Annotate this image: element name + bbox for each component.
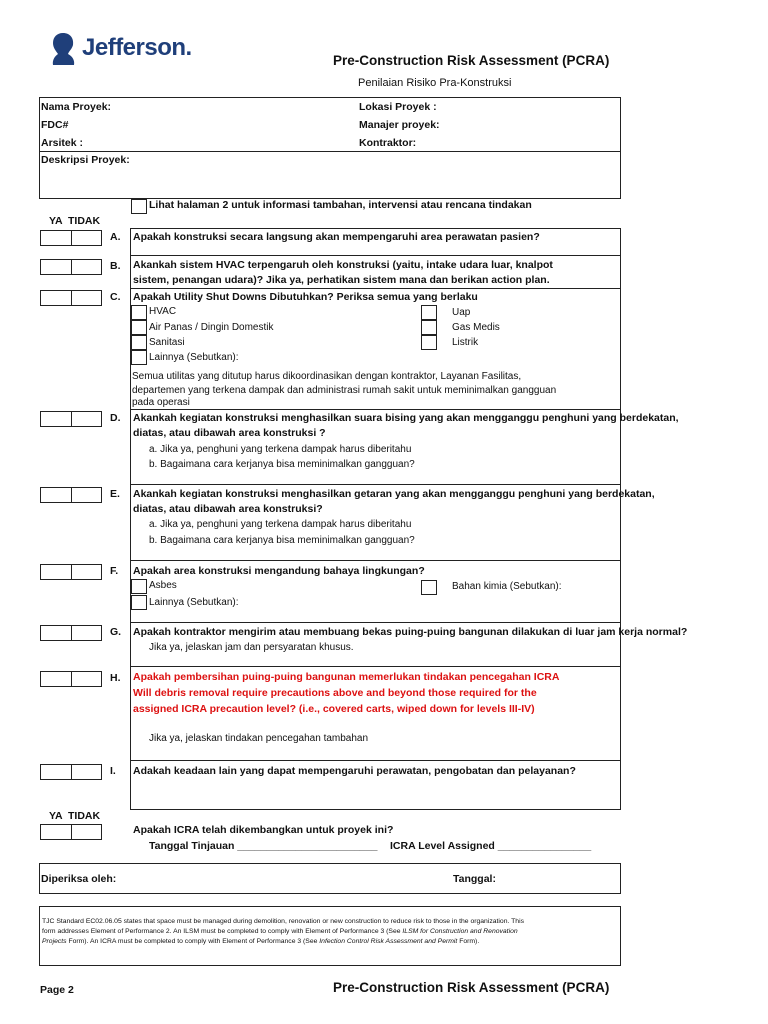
hazard-asbestos-checkbox[interactable] — [131, 579, 147, 594]
jefferson-logo-icon — [50, 32, 76, 66]
hazard-other-label: Lainnya (Sebutkan): — [149, 597, 239, 608]
question-d-sub-a: a. Jika ya, penghuni yang terkena dampak harus diberitahu — [149, 444, 412, 455]
fdc-label: FDC# — [41, 119, 69, 131]
question-b-line2: sistem, penangan udara)? Jika ya, perhatikan sistem mana dan berikan action plan. — [133, 274, 550, 286]
question-h-line2: Will debris removal require precautions above and beyond those required for the — [133, 687, 537, 699]
question-b-yes-no[interactable] — [40, 259, 102, 275]
utility-option-label: Uap — [452, 307, 471, 318]
question-b-letter: B. — [110, 260, 121, 272]
question-h-sub: Jika ya, jelaskan tindakan pencegahan tambahan — [149, 733, 369, 744]
see-page-2-checkbox[interactable] — [131, 199, 147, 214]
question-e-line2: diatas, atau dibawah area konstruksi? — [133, 503, 323, 515]
checked-by-label: Diperiksa oleh: — [41, 873, 117, 885]
question-f-text: Apakah area konstruksi mengandung bahaya lingkungan? — [133, 565, 425, 577]
question-c-letter: C. — [110, 291, 121, 303]
question-a-letter: A. — [110, 231, 121, 243]
question-b-line1: Akankah sistem HVAC terpengaruh oleh konstruksi (yaitu, intake udara luar, knalpot — [133, 259, 553, 271]
utility-option-label: Air Panas / Dingin Domestik — [149, 322, 274, 333]
question-a-yes-no[interactable] — [40, 230, 102, 246]
question-e-sub-a: a. Jika ya, penghuni yang terkena dampak harus diberitahu — [149, 519, 412, 530]
question-g-sub: Jika ya, jelaskan jam dan persyaratan khusus. — [149, 642, 354, 653]
utility-option-label: Lainnya (Sebutkan): — [149, 352, 239, 363]
utility-option-label: Listrik — [452, 337, 479, 348]
icra-no-header: TIDAK — [68, 810, 101, 822]
utility-note-line2: departemen yang terkena dampak dan administrasi rumah sakit untuk meminimalkan gangguan — [132, 385, 557, 396]
footer-title: Pre-Construction Risk Assessment (PCRA) — [333, 980, 610, 995]
question-h-letter: H. — [110, 672, 121, 684]
utility-sanitation-checkbox[interactable] — [131, 335, 147, 350]
page-subtitle: Penilaian Risiko Pra-Konstruksi — [358, 77, 512, 89]
hazard-other-checkbox[interactable] — [131, 595, 147, 610]
question-e-sub-b: b. Bagaimana cara kerjanya bisa meminimalkan gangguan? — [149, 535, 415, 546]
project-location-label: Lokasi Proyek : — [359, 101, 437, 113]
brand-name: Jefferson. — [82, 34, 192, 61]
project-info-box — [39, 97, 621, 199]
utility-electric-checkbox[interactable] — [421, 335, 437, 350]
question-d-sub-b: b. Bagaimana cara kerjanya bisa meminimalkan gangguan? — [149, 459, 415, 470]
question-h-line3: assigned ICRA precaution level? (i.e., covered carts, wiped down for levels III-IV) — [133, 703, 535, 715]
page-title: Pre-Construction Risk Assessment (PCRA) — [333, 53, 610, 68]
question-h-line1: Apakah pembersihan puing-puing bangunan memerlukan tindakan pencegahan ICRA — [133, 671, 560, 683]
utility-hot-cold-water-checkbox[interactable] — [131, 320, 147, 335]
utility-note-line1: Semua utilitas yang ditutup harus dikoordinasikan dengan kontraktor, Layanan Fasilitas, — [132, 371, 522, 382]
hazard-chemical-checkbox[interactable] — [421, 580, 437, 595]
question-i-letter: I. — [110, 765, 116, 777]
question-d-line1: Akankah kegiatan konstruksi menghasilkan suara bising yang akan mengganggu penghuni yang berdekatan, — [133, 412, 679, 424]
page-number: Page 2 — [40, 984, 74, 996]
no-column-header: TIDAK — [68, 215, 101, 227]
utility-other-checkbox[interactable] — [131, 350, 147, 365]
question-g-letter: G. — [110, 626, 122, 638]
project-manager-label: Manajer proyek: — [359, 119, 440, 131]
signoff-date-label: Tanggal: — [453, 873, 496, 885]
utility-medical-gas-checkbox[interactable] — [421, 320, 437, 335]
signoff-box — [39, 863, 621, 894]
question-a-text: Apakah konstruksi secara langsung akan mempengaruhi area perawatan pasien? — [133, 231, 540, 243]
question-g-yes-no[interactable] — [40, 625, 102, 641]
architect-label: Arsitek : — [41, 137, 84, 149]
question-c-yes-no[interactable] — [40, 290, 102, 306]
project-description-label: Deskripsi Proyek: — [41, 154, 130, 166]
contractor-label: Kontraktor: — [359, 137, 417, 149]
question-d-yes-no[interactable] — [40, 411, 102, 427]
footnote-text: TJC Standard EC02.06.05 states that space must be managed during demolition, renovation or new construction to reduce risk to those in the organization. This form addresses Element of Performance 2. An ILSM must be completed to comply with Element of Performance 3 (See ILSM for Construction and Renovation Projects Form). An ICRA must be completed to comply with Element of Performance 3 (See Infection Control Risk Assessment and Permit Form). — [42, 918, 524, 945]
hazard-chemical-label: Bahan kimia (Sebutkan): — [452, 581, 562, 592]
question-d-line2: diatas, atau dibawah area konstruksi ? — [133, 427, 326, 439]
utility-note-line3: pada operasi — [132, 397, 190, 408]
utility-option-label: HVAC — [149, 306, 177, 317]
question-f-letter: F. — [110, 565, 119, 577]
question-g-text: Apakah kontraktor mengirim atau membuang bekas puing-puing bangunan dilakukan di luar jam kerja normal? — [133, 626, 688, 638]
icra-level-assigned: ICRA Level Assigned ________________ — [390, 840, 592, 852]
utility-steam-checkbox[interactable] — [421, 305, 437, 320]
icra-yes-header: YA — [49, 810, 63, 822]
yes-column-header: YA — [49, 215, 63, 227]
hazard-asbestos-label: Asbes — [149, 580, 177, 591]
question-d-letter: D. — [110, 412, 121, 424]
icra-question: Apakah ICRA telah dikembangkan untuk proyek ini? — [133, 824, 394, 836]
question-i-yes-no[interactable] — [40, 764, 102, 780]
utility-option-label: Gas Medis — [452, 322, 500, 333]
question-f-yes-no[interactable] — [40, 564, 102, 580]
utility-option-label: Sanitasi — [149, 337, 185, 348]
utility-hvac-checkbox[interactable] — [131, 305, 147, 320]
icra-review-date: Tanggal Tinjauan ________________________ — [149, 840, 378, 852]
question-h-yes-no[interactable] — [40, 671, 102, 687]
question-i-text: Adakah keadaan lain yang dapat mempengaruhi perawatan, pengobatan dan pelayanan? — [133, 765, 576, 777]
question-c-text: Apakah Utility Shut Downs Dibutuhkan? Periksa semua yang berlaku — [133, 291, 478, 303]
question-e-letter: E. — [110, 488, 120, 500]
project-name-label: Nama Proyek: — [41, 101, 112, 113]
question-e-line1: Akankah kegiatan konstruksi menghasilkan getaran yang akan mengganggu penghuni yang berdekatan, — [133, 488, 655, 500]
icra-yes-no[interactable] — [40, 824, 102, 840]
question-e-yes-no[interactable] — [40, 487, 102, 503]
see-page-2-note: Lihat halaman 2 untuk informasi tambahan, intervensi atau rencana tindakan — [149, 199, 532, 211]
